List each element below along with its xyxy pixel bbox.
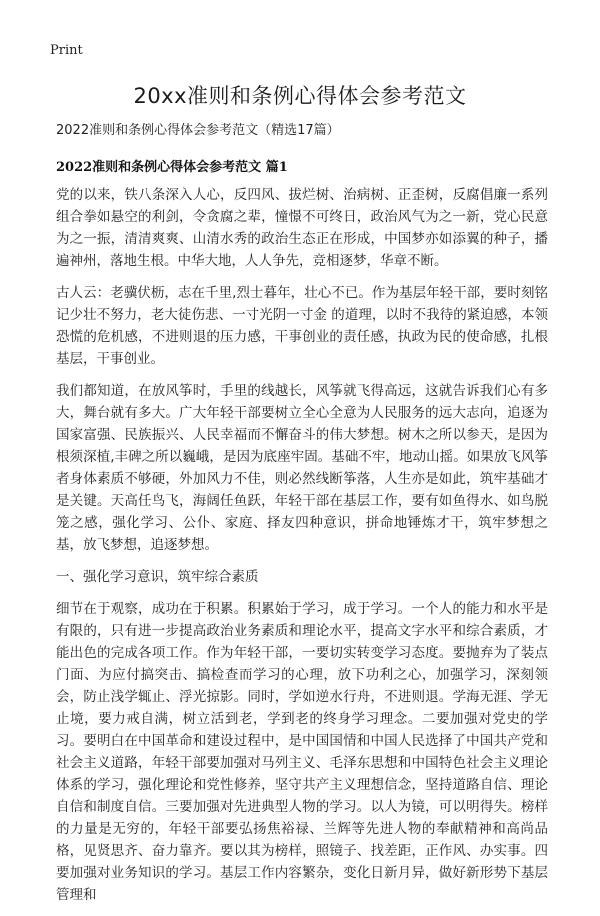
document-body [56,121,548,916]
document-title: 20xx准则和条例心得体会参考范文 [133,84,467,108]
paragraph: 细节在于观察，成功在于积累。积累始于学习，成于学习。一个人的能力和水平是有限的，只有进一步提高政治业务素质和理论水平，提高文字水平和综合素质，才能出色的完成各项工作。作为年轻干部，一要切实转变学习态度。要抛弃为了装点门面、为应付搞突击、搞检查而学习的心理，放下功利之心，加强学习，深刻领会，防止浅学辄止、浮光掠影。同时，学如逆水行舟，不进则退。学海无涯、学无止境，要力戒自满，树立活到老，学到老的终身学习理念。二要加强对党史的学习。要明白在中国革命和建设过程中，是中国国情和中国人民选择了中国共产党和社会主义道路，年轻干部要加强对马列主义、毛泽东思想和中国特色社会主义理论体系的学习，强化理论和党性修养，坚守共产主义理想信念，坚持道路自信、理论自信和制度自信。三要加强对先进典型人物的学习。以人为镜，可以明得失。榜样的力量是无穷的，年轻干部要弘扬焦裕禄、兰辉等先进人物的奉献精神和高尚品格，见贤思齐、奋力靠齐。要以其为榜样，照镜子、找差距，正作风、办实事。四要加强对业务知识的学习。基层工作内容繁杂，变化日新月异，做好新形势下基层管理和 [56,601,548,903]
subheading: 一、强化学习意识，筑牢综合素质 [56,569,259,585]
section-heading: 2022准则和条例心得体会参考范文 篇1 [56,160,288,175]
print-link[interactable]: Print [50,43,83,58]
paragraph: 我们都知道，在放风筝时，手里的线越长，风筝就飞得高远，这就告诉我们心有多大，舞台就有多大。广大年轻干部要树立全心全意为人民服务的远大志向，追逐为国家富强、民族振兴、人民幸福而不懈奋斗的伟大梦想。树木之所以参天，是因为根须深植,丰碑之所以巍峨，是因为底座牢固。基础不牢，地动山摇。如果放飞风筝者身体素质不够硬，外加风力不佳，则必然线断筝落，人生亦是如此，筑牢基础才是关键。天高任鸟飞，海阔任鱼跃，年轻干部在基层工作，要有如鱼得水、如鸟脱笼之感，强化学习、公仆、家庭、择友四种意识，拼命地锤炼才干，筑牢梦想之基，放飞梦想，追逐梦想。 [56,383,548,553]
paragraph: 党的以来，铁八条深入人心，反四风、拔烂树、治病树、正歪树，反腐倡廉一系列组合拳如悬空的利剑，令贪腐之辈，憧憬不可终日，政治风气为之一新，党心民意为之一振，清清爽爽、山清水秀的政治生态正在形成，中国梦亦如添翼的种子，播遍神州，落地生根。中华大地，人人争先，竞相逐梦，华章不断。 [56,187,548,269]
document-subtitle: 2022准则和条例心得体会参考范文（精选17篇） [56,123,340,138]
paragraph: 古人云：老骥伏枥，志在千里,烈士暮年，壮心不已。作为基层年轻干部，要时刻铭记少壮不努力，老大徒伤悲、一寸光阴一寸金 的道理，以时不我待的紧迫感，本领恐慌的危机感，不进则退的压力感，干事创业的责任感，执政为民的使命感，扎根基层，干事创业。 [56,285,548,367]
